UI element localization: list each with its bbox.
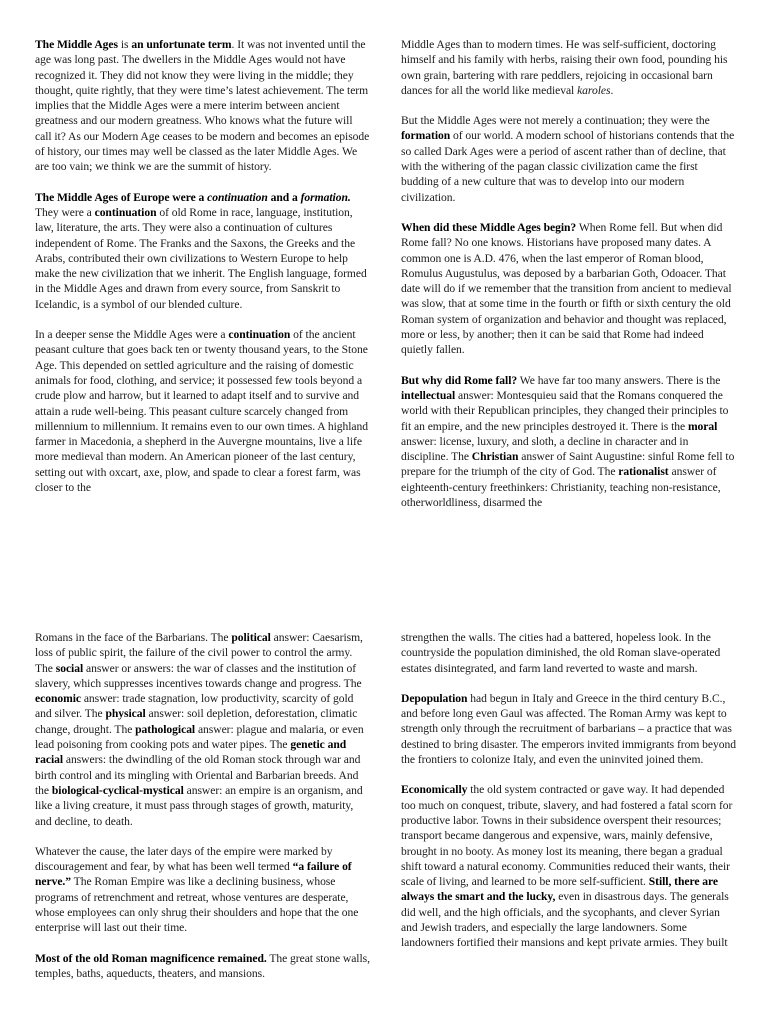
paragraph <box>401 691 737 767</box>
text-run: . It was not invented until the age was long past. The dwellers in the Middle Ages would not have recognized it. They did not know they were living in the middle; they thought, quite rightly, that they were time’s latest achievement. The term implies that the Middle Ages were a mere interim between ancient greatness and our modern greatness. Who knows what the future will call it? As our Modern Age ceases to be modern and becomes an episode of history, our times may well be classed as the later Middle Ages. We are too vain; we think we are the summit of history. <box>35 38 370 174</box>
bold-text: social <box>55 661 84 675</box>
text-run: They were a <box>35 205 95 219</box>
paragraph <box>35 951 371 982</box>
text-run: of the ancient peasant culture that goes back ten or twenty thousand years, to the Stone Age. This depended on settled agriculture and the raising of domestic animals for food, clothing, and service; it possessed few tools beyond a crude plow and harrow, but it learned to adapt itself and to survive and attain a rude well-being. This peasant culture scarcely changed from millennium to millennium. It remains even to our own times. A highland farmer in Macedonia, a shepherd in the Auvergne mountains, live a life more medieval than modern. An American pioneer of the last century, setting out with oxcart, axe, plow, and spade to clear a forest farm, was closer to the <box>35 328 369 495</box>
text-run: When Rome fell. But when did Rome fall? No one knows. Historians have proposed many dates. A common one is A.D. 476, when the last emperor of Roman blood, Romulus Augustulus, was deposed by a barbarian Goth, Odoacer. That date will do if we remember that the transition from ancient to medieval was slow, that at some time in the fourth or fifth or sixth century the old Roman system of organization and behavior and thought was replaced, more or less, by another; then it can be said that Rome had indeed quietly fallen. <box>401 220 732 357</box>
bold-text: The Middle Ages of Europe were a <box>35 190 208 204</box>
bold-text: biological-cyclical-mystical <box>51 783 184 797</box>
bold-text: continuation <box>228 328 291 342</box>
bold-text: intellectual <box>401 388 456 402</box>
bold-text: continuation <box>94 205 157 219</box>
text-run: had begun in Italy and Greece in the third century B.C., and before long even Gaul was affected. The Roman Army was kept to strength only through the recruitment of barbarians – a practice that was destined to bring disaster. The emperors invited immigrants from beyond the frontiers to colonize Italy, and even the uninvited joined them. <box>401 691 736 767</box>
paragraph <box>401 37 737 98</box>
bold-text: moral <box>687 419 718 433</box>
text-run: In a deeper sense the Middle Ages were a <box>35 328 229 342</box>
text-run: Romans in the face of the Barbarians. The <box>35 631 232 644</box>
bold-italic-text: formation. <box>300 190 351 204</box>
text-run: The Roman Empire was like a declining business, whose programs of retrenchment and retreat, whose ventures are desperate, whose employees can only shrug their shoulders and hope that the one enterprise will last out their time. <box>35 875 359 935</box>
text-run: of our world. A modern school of historians contends that the so called Dark Ages were a period of ascent rather than of decline, that with the withering of the pagan classic civilization came the first budding of a new culture that was to develop into our modern civilization. <box>401 129 735 204</box>
text-run: is <box>118 38 132 51</box>
paragraph <box>35 37 371 175</box>
text-run: answers: the dwindling of the old Roman stock through war and birth control and its mingling with Oriental and Barbarian breeds. And the <box>35 753 361 797</box>
paragraph <box>35 844 371 936</box>
bold-text: The Middle Ages <box>35 38 118 51</box>
text-run: answer: an empire is an organism, and like a living creature, it must pass through stages of growth, maturity, and decline, to death. <box>35 783 363 828</box>
bold-text: physical <box>105 707 146 721</box>
text-run: Whatever the cause, the later days of the empire were marked by discouragement and fear, by what has been well termed <box>35 844 333 874</box>
text-run: answer of Saint Augustine: sinful Rome fell to prepare for the triumph of the city of God. The <box>401 450 735 479</box>
paragraph <box>35 327 371 495</box>
text-run: answer: Montesquieu said that the Romans conquered the world with their Republican principles, they changed their principles to fit an empire, and the new principles destroyed it. There is the <box>401 388 729 433</box>
bold-text: Still, there are always the smart and the lucky, <box>401 875 719 904</box>
paragraph <box>401 782 737 950</box>
text-run: answer: plague and malaria, or even lead poisoning from cooking pots and water pipes. The <box>35 722 364 752</box>
text-run: even in disastrous days. The generals did well, and the high officials, and the sycophants, and clever Syrian and Jewish traders, and especially the large landowners. Some landowners fortified their mansions and kept private armies. They built <box>401 890 729 950</box>
bold-text: rationalist <box>618 465 669 479</box>
text-run: But the Middle Ages were not merely a continuation; they were the <box>401 114 710 128</box>
text-run: answer: trade stagnation, low productivity, scarcity of gold and silver. The <box>35 692 354 721</box>
text-run: answer: license, luxury, and sloth, a decline in character and in discipline. The <box>401 434 689 464</box>
text-column-top-right <box>401 37 737 557</box>
bold-text: genetic and racial <box>35 738 347 767</box>
text-run: Middle Ages than to modern times. He was self-sufficient, doctoring himself and his family with herbs, raising their own food, pounding his own grain, bartering with rare peddlers, rejoicing in occasional barn dances for all the world like medieval <box>401 38 728 97</box>
bold-text: political <box>231 631 271 644</box>
text-column-top-left <box>35 37 371 557</box>
text-column-bottom-right <box>401 630 737 1024</box>
text-run: answer: soil depletion, deforestation, climatic change, drought. The <box>35 707 358 736</box>
text-run: . <box>610 83 614 97</box>
text-run: answer or answers: the war of classes and the institution of slavery, which suppresses incentives towards change and progress. The <box>35 661 362 690</box>
bold-text: Depopulation <box>401 691 468 705</box>
text-run: The great stone walls, temples, baths, aqueducts, theaters, and mansions. <box>35 951 370 980</box>
bold-text: an unfortunate term <box>131 38 232 51</box>
paragraph <box>35 190 371 312</box>
paragraph <box>35 630 371 829</box>
text-column-bottom-left <box>35 630 371 1024</box>
bold-text: Economically <box>401 783 468 797</box>
bold-text: Most of the old Roman magnificence remained. <box>35 951 267 965</box>
bold-text: But why did Rome fall? <box>401 373 518 387</box>
bold-text: pathological <box>135 722 196 736</box>
paragraph <box>401 220 737 358</box>
paragraph <box>401 373 737 511</box>
italic-text: karoles <box>577 83 611 97</box>
text-run: answer: Caesarism, loss of public spirit, the failure of the civil power to control the army. The <box>35 631 363 675</box>
text-run: strengthen the walls. The cities had a battered, hopeless look. In the countryside the population diminished, the old Roman slave-operated estates disintegrated, and farm land reverted to waste and marsh. <box>401 631 721 675</box>
bold-text: formation <box>401 129 451 143</box>
text-run: the old system contracted or gave way. It had depended too much on conquest, tribute, slavery, and had fostered a fatal scorn for productive labor. Towns in their subsidence overspent their resources; transport became dangerous and expensive, wars, mainly defensive, brought in no booty. As money lost its meaning, there began a gradual shift toward a natural economy. Communities reduced their wants, their scale of living, and learned to be more self-sufficient. <box>401 783 733 889</box>
bold-text: When did these Middle Ages begin? <box>401 220 577 234</box>
text-run: We have far too many answers. There is the <box>517 373 721 387</box>
bold-text: and a <box>267 190 301 204</box>
bold-text: Christian <box>471 450 519 464</box>
text-run: answer of eighteenth-century freethinkers: Christianity, teaching non-resistance, otherworldliness, disarmed the <box>401 465 721 510</box>
paragraph <box>401 113 737 205</box>
bold-italic-text: continuation <box>207 190 268 204</box>
bold-text: “a failure of nerve.” <box>35 860 352 889</box>
text-run: of old Rome in race, language, institution, law, literature, the arts. They were also a continuation of cultures independent of Rome. The Franks and the Saxons, the Greeks and the Arabs, contributed their own civilizations to Western Europe to help make the new civilization that we inherit. The English language, formed in the Middle Ages and drawn from every source, from Sanskrit to Icelandic, is a symbol of our blended culture. <box>35 205 367 311</box>
bold-text: economic <box>35 692 81 706</box>
paragraph <box>401 630 737 676</box>
